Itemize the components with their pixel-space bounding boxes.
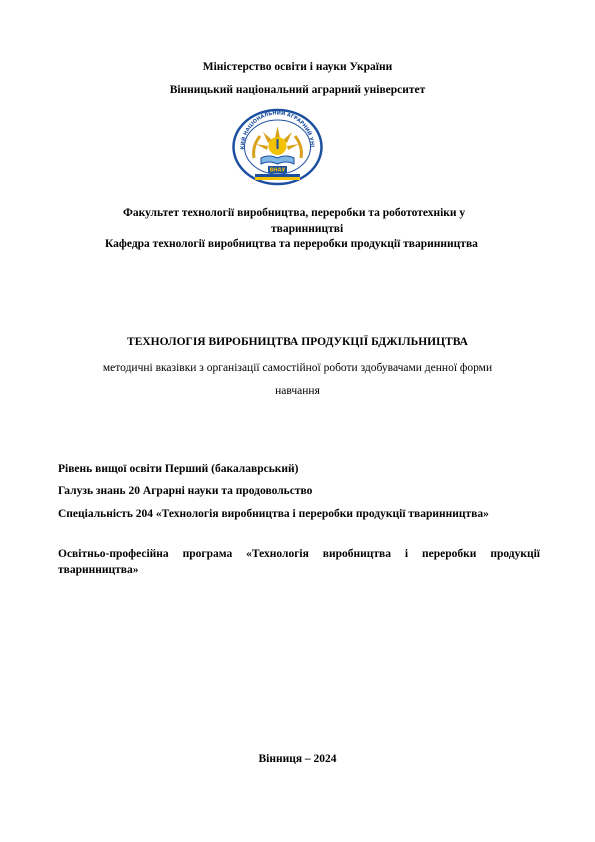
educational-program: Освітньо-професійна програма «Технологія виробництва і переробки продукції тваринництва» (58, 548, 540, 576)
logo-badge-text: ВНАУ (269, 167, 286, 174)
university-title: Вінницький національний аграрний університет (169, 84, 426, 96)
department-title: Кафедра технології виробництва та переробки продукції тваринництва (105, 238, 478, 250)
logo-arc-text: КИЙ НАЦІОНАЛЬНИЙ АГРАРНИЙ УНІ (239, 110, 316, 150)
document-title: ТЕХНОЛОГІЯ ВИРОБНИЦТВА ПРОДУКЦІЇ БДЖІЛЬНИЦТВА (127, 336, 468, 348)
specialty: Спеціальність 204 «Технологія виробництва і переробки продукції тваринництва» (58, 508, 489, 520)
ministry-title: Міністерство освіти і науки України (202, 61, 393, 73)
document-subtitle-line-1: методичні вказівки з організації самостійної роботи здобувачами денної форми (102, 362, 493, 374)
faculty-line-1: Факультет технології виробництва, переробки та робототехніки у (123, 207, 466, 219)
university-logo-icon (230, 108, 325, 186)
logo-flag-blue (255, 174, 300, 177)
field-of-knowledge: Галузь знань 20 Аграрні науки та продовольство (58, 485, 313, 497)
faculty-line-2: тваринництві (271, 223, 344, 235)
university-logo (230, 108, 325, 186)
place-and-year: Вінниця – 2024 (258, 753, 337, 765)
education-level: Рівень вищої освіти Перший (бакалаврський) (58, 463, 299, 475)
logo-flag-yellow (255, 177, 300, 180)
logo-trident (277, 139, 279, 149)
document-subtitle-line-2: навчання (275, 385, 320, 397)
